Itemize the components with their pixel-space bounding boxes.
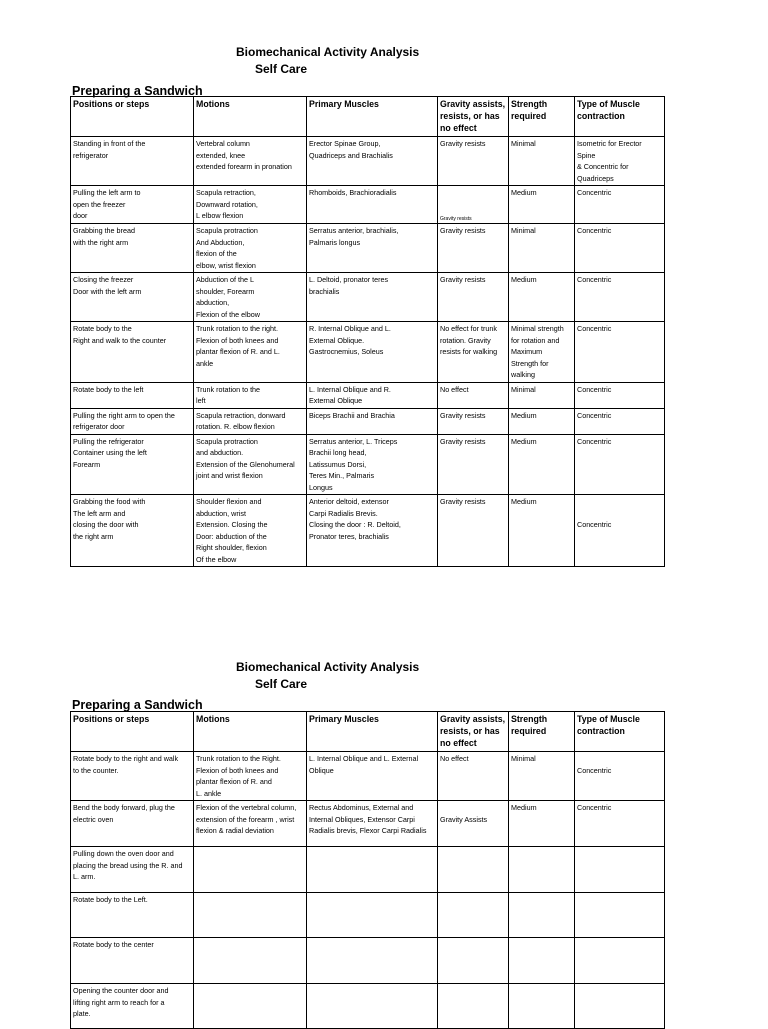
primary-muscles-cell (307, 434, 438, 495)
strength-cell (509, 752, 575, 801)
document-subtitle: Self Care (255, 62, 308, 76)
column-header: Strength required (509, 97, 575, 137)
cell-text: Minimal (511, 754, 536, 763)
table-row (71, 893, 665, 938)
cell-text: Rotate body to the center (73, 940, 154, 949)
cell-text: Minimal strength for rotation and Maximum Strength for walking (511, 324, 564, 379)
cell-text: R. Internal Oblique and L. External Oblique. Gastrocnemius, Soleus (309, 324, 391, 356)
cell-text: Rotate body to the right and walk to the counter. (73, 754, 179, 775)
motions-cell (194, 434, 307, 495)
motions-cell (194, 224, 307, 273)
primary-muscles-cell (307, 984, 438, 1029)
gravity-cell (438, 408, 509, 434)
contraction-type-cell (575, 434, 665, 495)
primary-muscles-cell (307, 938, 438, 984)
strength-cell (509, 434, 575, 495)
column-header: Motions (194, 712, 307, 752)
cell-text: Serratus anterior, L. Triceps Brachii long head, Latissumus Dorsi, Teres Min., Palmaris Longus (309, 436, 398, 492)
cell-text: Flexion of the vertebral column, extension of the forearm , wrist flexion & radial deviation (196, 803, 297, 835)
column-header: Gravity assists, resists, or has no effect (438, 97, 509, 137)
cell-text: Medium (511, 803, 537, 812)
contraction-type-cell (575, 893, 665, 938)
cell-text: Concentric (577, 410, 612, 420)
cell-text: Concentric (577, 226, 612, 235)
table-row (71, 322, 665, 383)
motions-cell (194, 893, 307, 938)
contraction-type-cell (575, 137, 665, 186)
gravity-cell (438, 495, 509, 567)
contraction-type-cell (575, 752, 665, 801)
cell-text: Pulling down the oven door and placing the bread using the R. and L. arm. (73, 849, 183, 881)
cell-text: Pulling the left arm to open the freezer door (73, 188, 141, 220)
table-row (71, 847, 665, 893)
cell-text: Medium (511, 410, 537, 420)
contraction-type-cell (575, 186, 665, 224)
positions-cell (71, 186, 194, 224)
primary-muscles-cell (307, 801, 438, 847)
cell-text: Biceps Brachii and Brachia (309, 410, 395, 420)
cell-text: Gravity resists (440, 410, 486, 420)
gravity-cell (438, 434, 509, 495)
gravity-cell (438, 752, 509, 801)
cell-text: Scapula retraction, Downward rotation, L elbow flexion (196, 188, 258, 220)
cell-text: Gravity resists (440, 436, 486, 446)
strength-cell (509, 495, 575, 567)
cell-text: Concentric (577, 324, 612, 333)
positions-cell (71, 137, 194, 186)
strength-cell (509, 408, 575, 434)
cell-text: Isometric for Erector Spine & Concentric for Quadriceps (577, 139, 642, 183)
cell-text: Grabbing the food with The left arm and closing the door with the right arm (73, 497, 146, 541)
gravity-cell (438, 847, 509, 893)
cell-text: Closing the freezer Door with the left arm (73, 275, 142, 296)
cell-text: No effect (440, 754, 469, 763)
strength-cell (509, 938, 575, 984)
contraction-type-cell (575, 984, 665, 1029)
table-row (71, 186, 665, 224)
column-header: Primary Muscles (307, 712, 438, 752)
table-header-row (71, 97, 665, 137)
contraction-type-cell (575, 847, 665, 893)
column-header: Type of Muscle contraction (575, 97, 665, 137)
column-header: Primary Muscles (307, 97, 438, 137)
primary-muscles-cell (307, 224, 438, 273)
motions-cell (194, 495, 307, 567)
motions-cell (194, 322, 307, 383)
cell-text: L. Internal Oblique and R. External Oblique (309, 384, 391, 405)
strength-cell (509, 322, 575, 383)
gravity-cell (438, 938, 509, 984)
column-header: Type of Muscle contraction (575, 712, 665, 752)
positions-cell (71, 495, 194, 567)
table-row (71, 984, 665, 1029)
cell-text: Vertebral column extended, knee extended forearm in pronation (196, 139, 292, 171)
cell-text: Standing in front of the refrigerator (73, 139, 146, 160)
document-title: Biomechanical Activity Analysis (236, 660, 420, 674)
contraction-type-cell (575, 801, 665, 847)
analysis-table (70, 96, 665, 567)
cell-text: Rotate body to the Right and walk to the counter (73, 324, 167, 345)
cell-text: Trunk rotation to the right. Flexion of both knees and plantar flexion of R. and L. ankle (196, 324, 280, 368)
gravity-note: Gravity resists (440, 216, 472, 222)
strength-cell (509, 273, 575, 322)
cell-text: Trunk rotation to the left (196, 384, 261, 405)
contraction-type-cell (575, 273, 665, 322)
column-header: Positions or steps (71, 712, 194, 752)
motions-cell (194, 938, 307, 984)
primary-muscles-cell (307, 186, 438, 224)
gravity-cell (438, 382, 509, 408)
positions-cell (71, 984, 194, 1029)
gravity-cell (438, 801, 509, 847)
primary-muscles-cell (307, 893, 438, 938)
primary-muscles-cell (307, 273, 438, 322)
cell-text: Rotate body to the left (73, 384, 144, 394)
strength-cell (509, 801, 575, 847)
primary-muscles-cell (307, 495, 438, 567)
motions-cell (194, 137, 307, 186)
column-header: Gravity assists, resists, or has no effect (438, 712, 509, 752)
cell-text: Rotate body to the Left. (73, 895, 148, 904)
table-row (71, 801, 665, 847)
motions-cell (194, 186, 307, 224)
cell-text: Medium (511, 497, 537, 506)
cell-text: No effect (440, 384, 469, 394)
motions-cell (194, 752, 307, 801)
contraction-type-cell (575, 938, 665, 984)
contraction-type-cell (575, 408, 665, 434)
cell-text: Gravity resists (440, 226, 486, 235)
gravity-cell (438, 984, 509, 1029)
cell-text: L. Internal Oblique and L. External Oblique (309, 754, 419, 775)
table-row (71, 434, 665, 495)
table-row (71, 495, 665, 567)
document-title: Biomechanical Activity Analysis (236, 45, 420, 59)
contraction-type-cell (575, 322, 665, 383)
motions-cell (194, 801, 307, 847)
document-subtitle: Self Care (255, 677, 308, 691)
cell-text: Concentric (577, 436, 612, 446)
cell-text: Scapula protraction And Abduction, flexion of the elbow, wrist flexion (196, 226, 258, 270)
cell-text: Concentric (577, 765, 612, 775)
gravity-cell (438, 186, 509, 224)
activity-heading: Preparing a Sandwich (72, 698, 203, 712)
cell-text: Medium (511, 436, 537, 446)
cell-text: Gravity resists (440, 497, 486, 506)
positions-cell (71, 224, 194, 273)
motions-cell (194, 984, 307, 1029)
gravity-cell (438, 224, 509, 273)
cell-text: Opening the counter door and lifting right arm to reach for a plate. (73, 986, 169, 1018)
positions-cell (71, 847, 194, 893)
cell-text: Scapula protraction and abduction. Extension of the Glenohumeral joint and wrist flexion (196, 436, 295, 480)
table-row (71, 752, 665, 801)
motions-cell (194, 408, 307, 434)
cell-text: Rectus Abdominus, External and Internal Obliques, Extensor Carpi Radialis brevis, Flexor Carpi Radialis (309, 803, 427, 835)
gravity-cell (438, 273, 509, 322)
cell-text: Bend the body forward, plug the electric oven (73, 803, 175, 824)
positions-cell (71, 801, 194, 847)
primary-muscles-cell (307, 137, 438, 186)
cell-text: Erector Spinae Group, Quadriceps and Brachialis (309, 139, 393, 160)
cell-text: Concentric (577, 803, 612, 812)
strength-cell (509, 137, 575, 186)
primary-muscles-cell (307, 408, 438, 434)
cell-text: Shoulder flexion and abduction, wrist Extension. Closing the Door: abduction of the Right shoulder, flexion Of the elbow (196, 497, 268, 564)
cell-text: Medium (511, 188, 537, 197)
activity-heading: Preparing a Sandwich (72, 84, 203, 98)
cell-text: Concentric (577, 188, 612, 197)
contraction-type-cell (575, 495, 665, 567)
cell-text: Minimal (511, 226, 536, 235)
cell-text: Trunk rotation to the Right. Flexion of both knees and plantar flexion of R. and L. ankle (196, 754, 281, 798)
cell-text: L. Deltoid, pronator teres brachialis (309, 275, 389, 296)
cell-text: Concentric (577, 275, 612, 284)
motions-cell (194, 382, 307, 408)
cell-text: Serratus anterior, brachialis, Palmaris longus (309, 226, 399, 247)
positions-cell (71, 382, 194, 408)
positions-cell (71, 273, 194, 322)
analysis-table (70, 711, 665, 1029)
motions-cell (194, 847, 307, 893)
column-header: Strength required (509, 712, 575, 752)
strength-cell (509, 186, 575, 224)
strength-cell (509, 224, 575, 273)
strength-cell (509, 893, 575, 938)
positions-cell (71, 893, 194, 938)
table-row (71, 224, 665, 273)
table-row (71, 382, 665, 408)
cell-text: Grabbing the bread with the right arm (73, 226, 135, 247)
positions-cell (71, 408, 194, 434)
positions-cell (71, 322, 194, 383)
table-row (71, 938, 665, 984)
cell-text: Abduction of the L shoulder, Forearm abduction, Flexion of the elbow (196, 275, 260, 319)
motions-cell (194, 273, 307, 322)
cell-text: Pulling the right arm to open the refrigerator door (73, 410, 175, 431)
cell-text: Scapula retraction, donward rotation. R. elbow flexion (196, 410, 286, 431)
strength-cell (509, 847, 575, 893)
cell-text: Concentric (577, 384, 612, 394)
column-header: Positions or steps (71, 97, 194, 137)
contraction-type-cell (575, 382, 665, 408)
strength-cell (509, 984, 575, 1029)
positions-cell (71, 752, 194, 801)
cell-text: No effect for trunk rotation. Gravity resists for walking (440, 324, 498, 356)
table-row (71, 137, 665, 186)
strength-cell (509, 382, 575, 408)
primary-muscles-cell (307, 847, 438, 893)
table-row (71, 273, 665, 322)
cell-text: Gravity Assists (440, 814, 488, 824)
primary-muscles-cell (307, 382, 438, 408)
gravity-cell (438, 137, 509, 186)
table-row (71, 408, 665, 434)
cell-text: Anterior deltoid, extensor Carpi Radialis Brevis. Closing the door : R. Deltoid, Pronator teres, brachialis (309, 497, 401, 541)
primary-muscles-cell (307, 322, 438, 383)
gravity-cell (438, 322, 509, 383)
cell-text: Minimal (511, 139, 536, 148)
gravity-cell (438, 893, 509, 938)
cell-text: Medium (511, 275, 537, 284)
cell-text: Gravity resists (440, 139, 486, 148)
positions-cell (71, 434, 194, 495)
primary-muscles-cell (307, 752, 438, 801)
cell-text: Concentric (577, 520, 612, 529)
contraction-type-cell (575, 224, 665, 273)
column-header: Motions (194, 97, 307, 137)
cell-text: Minimal (511, 384, 536, 394)
cell-text: Pulling the refrigerator Container using the left Forearm (73, 436, 147, 469)
table-header-row (71, 712, 665, 752)
positions-cell (71, 938, 194, 984)
cell-text: Gravity resists (440, 275, 486, 284)
cell-text: Rhomboids, Brachioradialis (309, 188, 397, 197)
